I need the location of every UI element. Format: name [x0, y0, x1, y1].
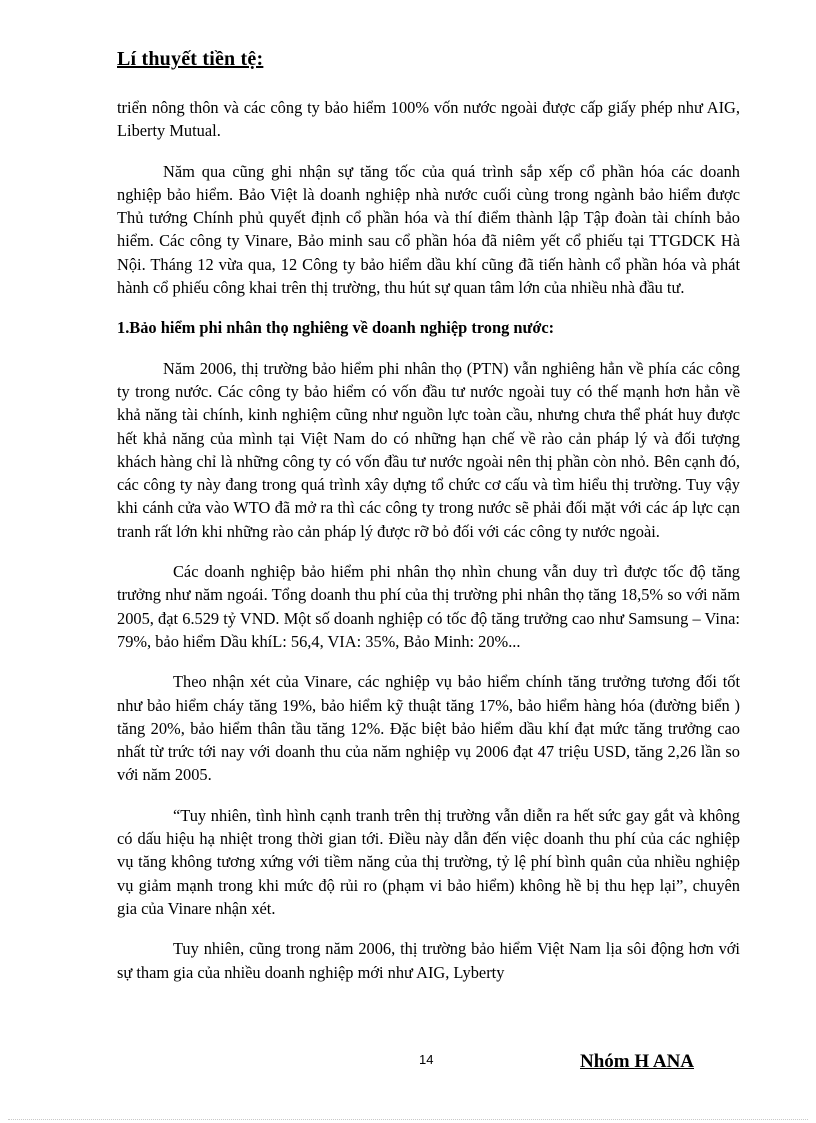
paragraph-new-entrants: Tuy nhiên, cũng trong năm 2006, thị trường bảo hiểm Việt Nam lịa sôi động hơn với sự tham gia của nhiều doanh nghiệp mới như AIG, Lyberty [117, 939, 740, 982]
page-number: 14 [419, 1052, 434, 1067]
paragraph-growth-rate: Các doanh nghiệp bảo hiểm phi nhân thọ nhìn chung vẫn duy trì được tốc độ tăng trưởng như năm ngoái. Tổng doanh thu phí của thị trường phi nhân thọ tăng 18,5% so với năm 2005, đạt 6.529 tỷ VND. Một số doanh nghiệp có tốc độ tăng trưởng cao như Samsung – Vina: 79%, bảo hiểm Dầu khíL: 56,4, VIA: 35%, Bảo Minh: 20%... [117, 562, 740, 651]
paragraph-continuation: triển nông thôn và các công ty bảo hiểm 100% vốn nước ngoài được cấp giấy phép như AIG, Liberty Mutual. [117, 98, 740, 141]
page-title: Lí thuyết tiền tệ: [117, 48, 264, 70]
section-heading: 1.Bảo hiểm phi nhân thọ nghiêng về doanh nghiệp trong nước: [117, 318, 555, 338]
page-bottom-divider [8, 1119, 808, 1120]
group-name: Nhóm H ANA [580, 1051, 695, 1072]
document-body [117, 96, 740, 1001]
paragraph-non-life-market: Năm 2006, thị trường bảo hiểm phi nhân thọ (PTN) vẫn nghiêng hẳn về phía các công ty trong nước. Các công ty bảo hiểm có vốn đầu tư nước ngoài tuy có thế mạnh hơn hẳn về khả năng tài chính, kinh nghiệm cũng như nguồn lực toàn cầu, nhưng chưa thể phát huy được hết khả năng của mình tại Việt Nam do có những hạn chế về rào cản pháp lý và đối tượng khách hàng chỉ là những công ty có vốn đầu tư nước ngoài nên thị phần còn nhỏ. Bên cạnh đó, các công ty này đang trong quá trình xây dựng tổ chức cơ cấu và tìm hiểu thị trường. Tuy vậy khi cánh cửa vào WTO đã mở ra thì các công ty trong nước sẽ phải đối mặt với các áp lực cạn tranh rất lớn khi những rào cản pháp lý được rỡ bỏ đối với các công ty nước ngoài. [117, 358, 740, 541]
paragraph-equitization: Năm qua cũng ghi nhận sự tăng tốc của quá trình sắp xếp cổ phần hóa các doanh nghiệp bảo hiểm. Bảo Việt là doanh nghiệp nhà nước cuối cùng trong ngành bảo hiểm được Thủ tướng Chính phủ quyết định cổ phần hóa và thí điểm thành lập Tập đoàn tài chính bảo hiểm. Các công ty Vinare, Bảo minh sau cổ phần hóa đã niêm yết cổ phiếu tại TTGDCK Hà Nội. Tháng 12 vừa qua, 12 Công ty bảo hiểm dầu khí cũng đã tiến hành cổ phần hóa và phát hành cổ phiếu công khai trên thị trường, thu hút sự quan tâm lớn của nhiều nhà đầu tư. [117, 161, 740, 298]
paragraph-competition-quote: “Tuy nhiên, tình hình cạnh tranh trên thị trường vẫn diễn ra hết sức gay gắt và không có dấu hiệu hạ nhiệt trong thời gian tới. Điều này dẫn đến việc doanh thu phí của các nghiệp vụ tăng không tương xứng với tiềm năng của thị trường, tỷ lệ phí bình quân của nhiều nghiệp vụ giảm mạnh trong khi mức độ rủi ro (phạm vi bảo hiểm) không hề bị thu hẹp lại”, chuyên gia của Vinare nhận xét. [117, 805, 740, 918]
paragraph-vinare-review: Theo nhận xét của Vinare, các nghiệp vụ bảo hiểm chính tăng trưởng tương đối tốt như bảo hiểm cháy tăng 19%, bảo hiểm kỹ thuật tăng 17%, bảo hiểm hàng hóa (đường biển ) tăng 20%, bảo hiểm thân tầu tăng 12%. Đặc biệt bảo hiểm dầu khí đạt mức tăng trưởng cao nhất từ trức tới nay với doanh thu của năm nghiệp vụ 2006 đạt 47 triệu USD, tăng 2,26 lần so với năm 2005. [117, 672, 740, 785]
